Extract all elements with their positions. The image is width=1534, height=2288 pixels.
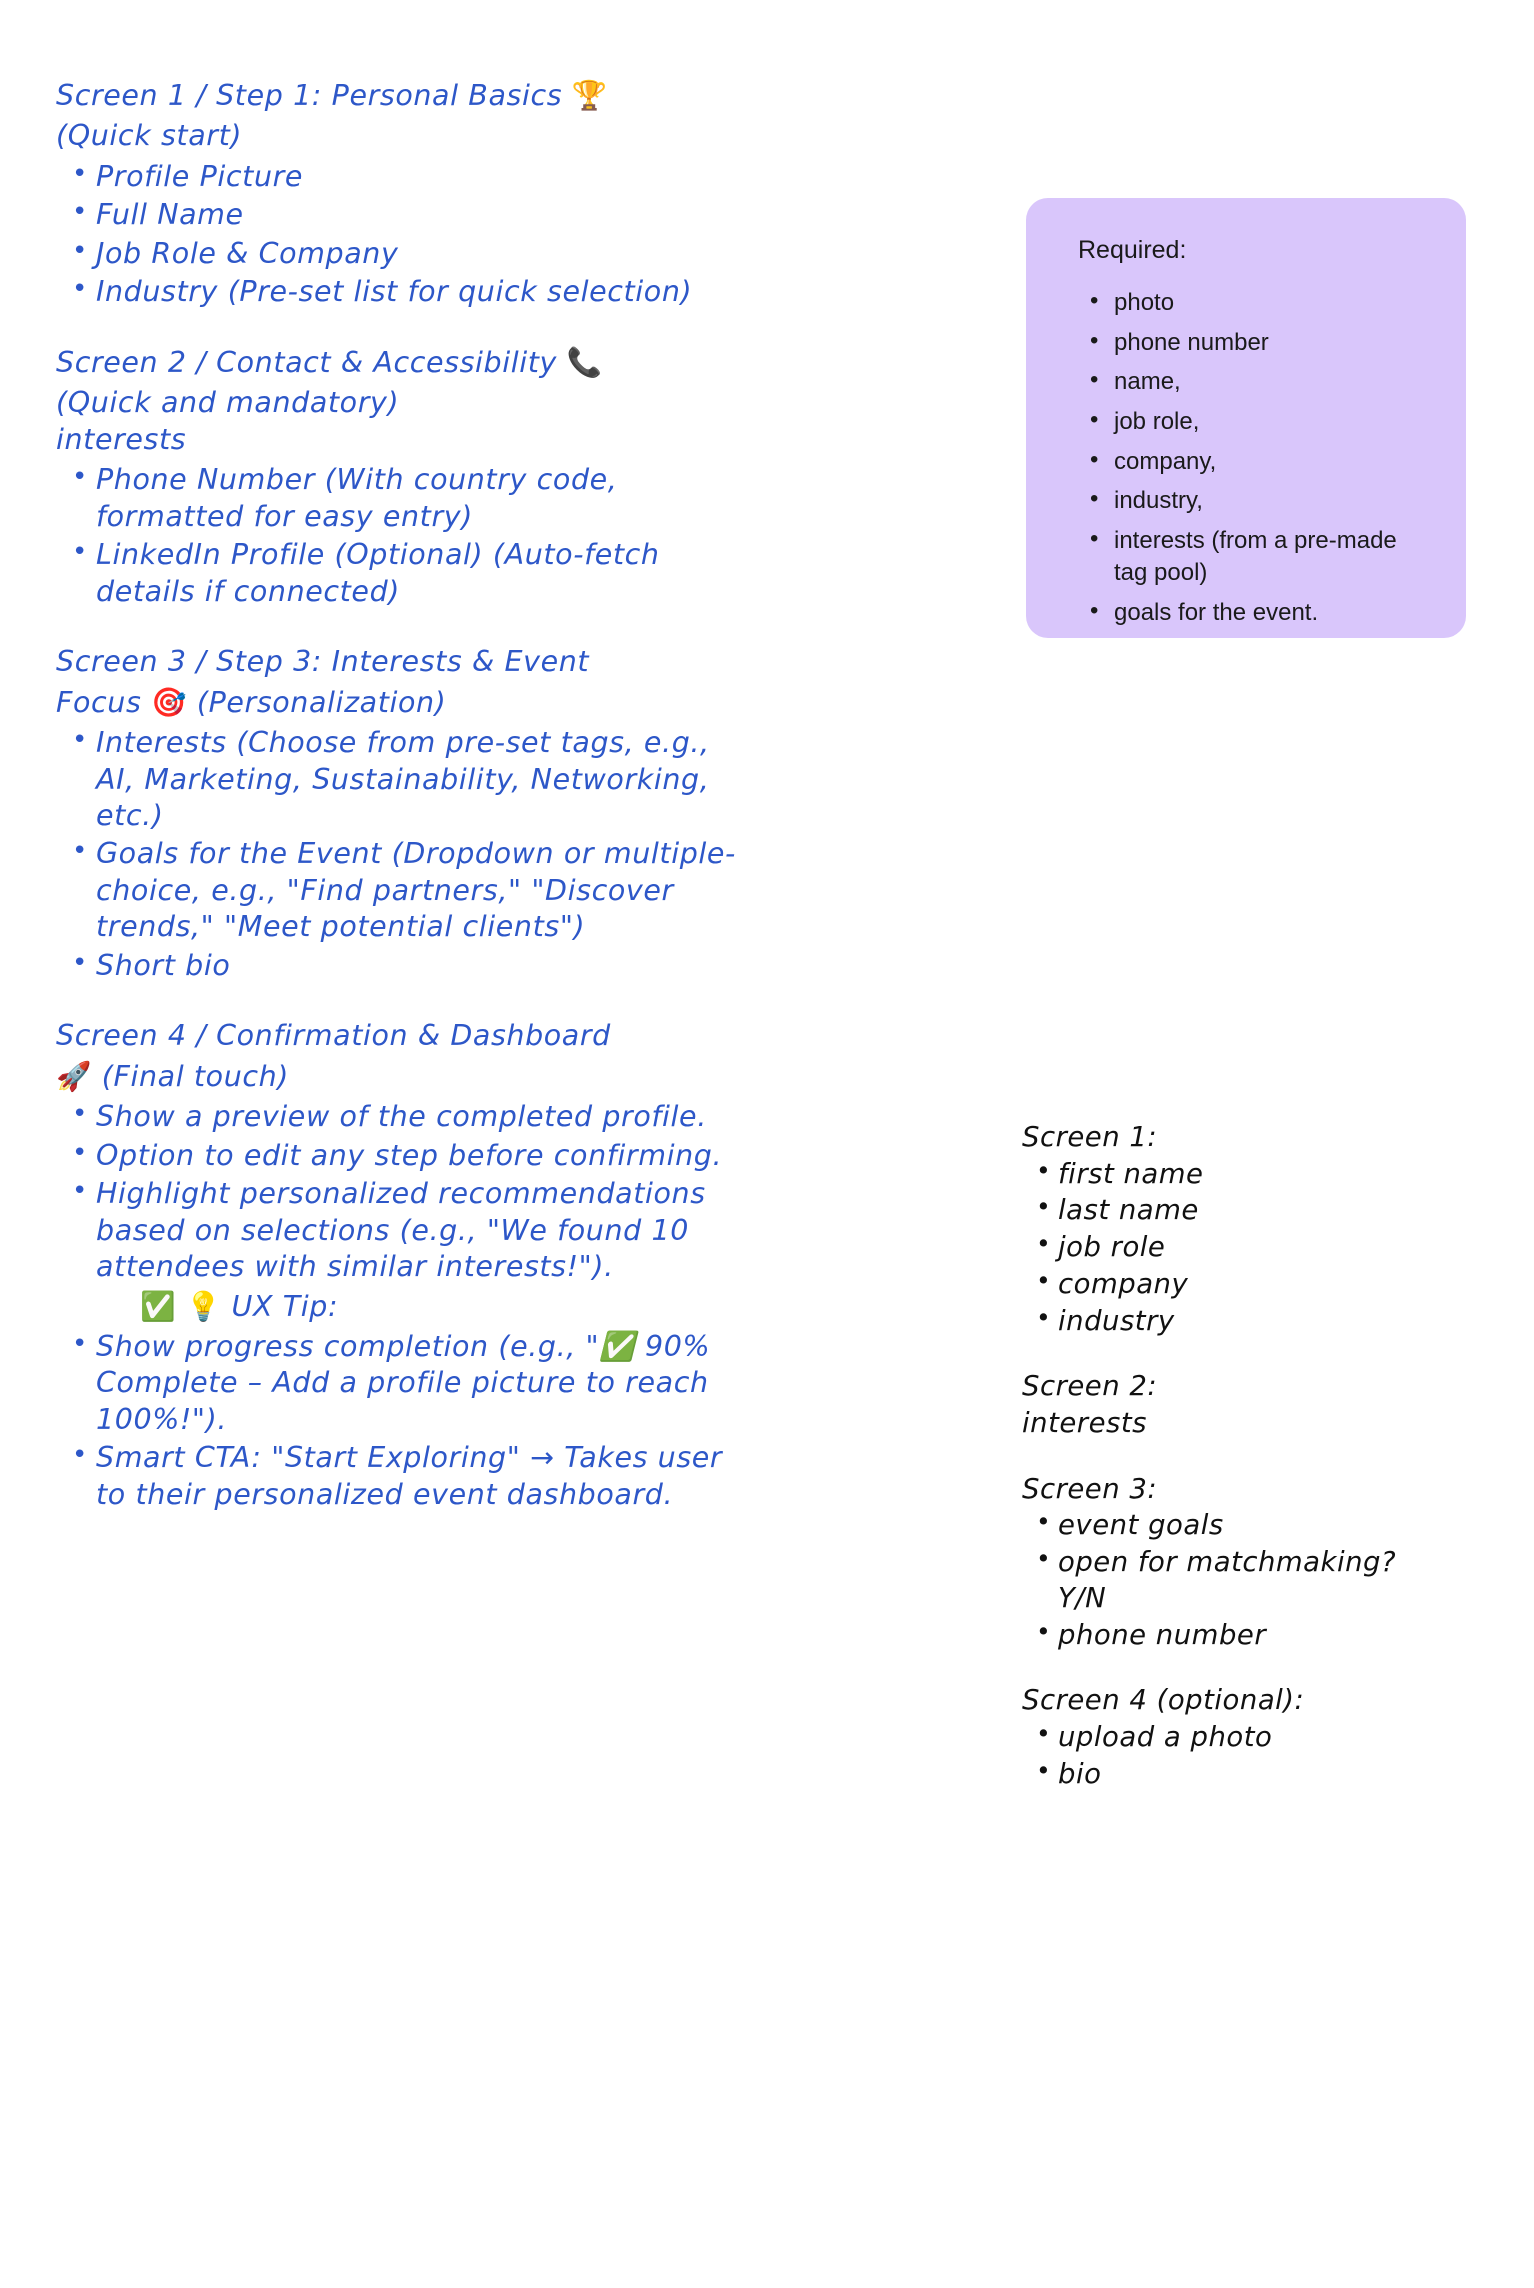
section-heading-text: Screen 1 / Step 1: Personal Basics: [56, 79, 563, 112]
list-item: • Profile Picture: [56, 159, 756, 195]
phone-icon: 📞: [566, 345, 603, 379]
list-item: • Option to edit any step before confirming.: [56, 1138, 756, 1174]
list-item: • job role: [1022, 1230, 1452, 1266]
list-item: • Smart CTA: "Start Exploring" → Takes user to their personalized event dashboard.: [56, 1440, 756, 1513]
list-item: • job role,: [1080, 406, 1436, 439]
section-subheading: (Quick start): [56, 119, 243, 153]
list-item: • first name: [1022, 1157, 1452, 1193]
section-heading-line2: [56, 685, 756, 721]
section-item-list: [56, 159, 756, 311]
section-heading-text: Screen 2 / Contact & Accessibility: [56, 345, 558, 379]
list-item: • photo: [1080, 287, 1436, 320]
notes-left-column: [56, 78, 756, 1547]
section-subheading: (Final touch): [101, 1059, 290, 1093]
section-subheading: (Quick and mandatory): [56, 386, 400, 420]
list-item: • Highlight personalized recommendations based on selections (e.g., "We found 10 attendees with similar interests!").: [56, 1176, 756, 1285]
list-item: • upload a photo: [1022, 1720, 1452, 1756]
list-item: • Industry (Pre-set list for quick selection): [56, 274, 756, 310]
list-item: • LinkedIn Profile (Optional) (Auto-fetch details if connected): [56, 537, 756, 610]
section-item-list: [56, 462, 756, 610]
note-plain-text: interests: [1022, 1407, 1147, 1440]
list-item: • Show progress completion (e.g., "✅ 90% Complete – Add a profile picture to reach 100%!").: [56, 1329, 756, 1438]
note-heading: Screen 4 (optional):: [1022, 1684, 1305, 1717]
list-item: • phone number: [1080, 327, 1436, 360]
right-note-screen-4: [1022, 1683, 1452, 1792]
note-list: [1022, 1508, 1452, 1653]
note-section-screen-4: [56, 1018, 756, 1513]
list-item: • Short bio: [56, 948, 756, 984]
notes-right-column: [1022, 1120, 1452, 1823]
list-item: • company,: [1080, 446, 1436, 479]
right-note-screen-1: [1022, 1120, 1452, 1339]
section-item-list: [56, 725, 756, 984]
section-subheading-secondary: interests: [56, 422, 187, 456]
list-item: • Show a preview of the completed profile.: [56, 1099, 756, 1135]
note-list: [1022, 1720, 1452, 1793]
required-list: [1058, 287, 1436, 630]
list-item: • bio: [1022, 1757, 1452, 1793]
trophy-icon: 🏆: [571, 79, 608, 112]
section-heading: [56, 78, 756, 114]
note-list: [1022, 1157, 1452, 1340]
section-heading: [56, 644, 756, 680]
note-heading: Screen 2:: [1022, 1370, 1158, 1403]
check-bulb-icons: ✅ 💡: [140, 1289, 222, 1323]
section-subheading: (Personalization): [196, 685, 447, 719]
list-item: • Job Role & Company: [56, 236, 756, 272]
list-item: • industry: [1022, 1304, 1452, 1340]
list-item: • company: [1022, 1267, 1452, 1303]
section-heading-text: Screen 3 / Step 3: Interests & Event: [56, 645, 590, 679]
list-item: • industry,: [1080, 485, 1436, 518]
list-item: • Full Name: [56, 197, 756, 233]
section-heading-text-2: Focus: [56, 685, 142, 719]
list-item: • interests (from a pre-made tag pool): [1080, 525, 1436, 590]
ux-tip-line: [56, 1288, 756, 1325]
list-item: • event goals: [1022, 1508, 1452, 1544]
ux-tip-label: UX Tip:: [231, 1289, 339, 1323]
list-item: • open for matchmaking? Y/N: [1022, 1545, 1452, 1617]
list-item: • Interests (Choose from pre-set tags, e.g., AI, Marketing, Sustainability, Networking, etc.): [56, 725, 756, 834]
list-item: • Goals for the Event (Dropdown or multiple-choice, e.g., "Find partners," "Discover trends," "Meet potential clients"): [56, 836, 756, 945]
right-note-screen-3: [1022, 1472, 1452, 1654]
target-icon: 🎯: [151, 685, 188, 719]
section-heading: Screen 4 / Confirmation & Dashboard: [56, 1019, 611, 1053]
required-fields-callout: [1026, 198, 1466, 638]
note-section-screen-1: [56, 78, 756, 311]
note-section-screen-3: [56, 644, 756, 984]
list-item: • Phone Number (With country code, formatted for easy entry): [56, 462, 756, 535]
note-section-screen-2: [56, 345, 756, 610]
section-item-list-secondary: [56, 1329, 756, 1513]
section-heading-line2: [56, 1059, 756, 1095]
note-heading: Screen 1:: [1022, 1121, 1158, 1153]
note-heading: Screen 3:: [1022, 1472, 1158, 1505]
list-item: • goals for the event.: [1080, 597, 1436, 630]
rocket-icon: 🚀: [56, 1059, 93, 1093]
list-item: • last name: [1022, 1193, 1452, 1229]
section-heading: [56, 345, 756, 381]
section-item-list: [56, 1099, 756, 1285]
right-note-screen-2: [1022, 1369, 1452, 1441]
list-item: • phone number: [1022, 1618, 1452, 1654]
required-title: Required:: [1078, 236, 1187, 264]
list-item: • name,: [1080, 366, 1436, 399]
